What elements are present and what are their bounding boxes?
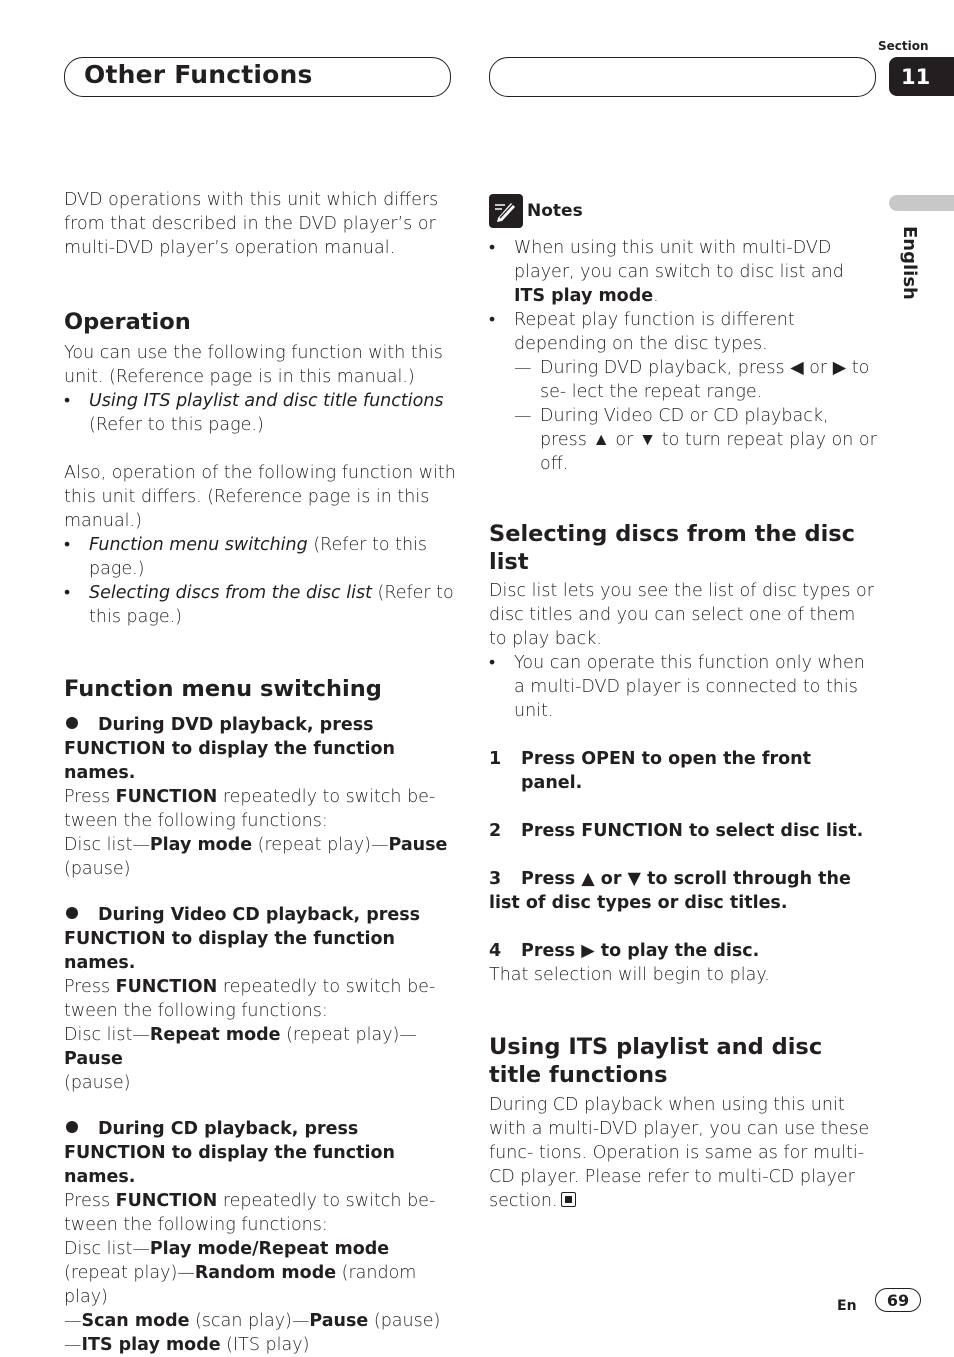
bullet-dot-icon <box>66 717 78 729</box>
intro-paragraph: DVD operations with this unit which differs from that described in the DVD player’s or multi-DVD player’s operation manual. <box>64 190 439 258</box>
note-subitem-2: — During Video CD or CD playback, press ▲ or ▼ to turn repeat play on or off. <box>514 406 877 474</box>
function-step-vcd-desc: Press FUNCTION repeatedly to switch be- tween the following functions: <box>64 977 436 1021</box>
section-label: Section <box>878 39 929 53</box>
page-number-badge <box>875 1288 921 1312</box>
function-step-vcd: During Video CD playback, press FUNCTION to display the function names. <box>64 905 421 973</box>
function-step-dvd-desc: Press FUNCTION repeatedly to switch be- tween the following functions: <box>64 787 436 831</box>
bullet-dot-icon <box>66 1121 78 1133</box>
disc-list-paragraph: Disc list lets you see the list of disc types or disc titles and you can select one of them to play back. <box>489 581 874 649</box>
disc-list-step-4-desc: That selection will begin to play. <box>489 965 770 985</box>
header-blank-frame <box>489 57 876 97</box>
its-paragraph: During CD playback when using this unit with a multi-DVD player, you can use these func- tions. Operation is same as for multi-CD player. Please refer to multi-CD player section. <box>489 1095 870 1211</box>
disc-list-step-3: 3 Press ▲ or ▼ to scroll through the list of disc types or disc titles. <box>489 869 851 913</box>
left-column <box>64 188 456 1357</box>
notes-pencil-icon <box>489 194 523 228</box>
notes-title: Notes <box>527 201 583 221</box>
operation-heading: Operation <box>64 309 191 335</box>
note-item-2: • Repeat play function is different depending on the disc types. <box>489 310 795 354</box>
operation-bullet-2-rest: (Refer to this page.) <box>89 535 428 579</box>
function-menu-heading: Function menu switching <box>64 676 382 702</box>
function-step-dvd-modes: Disc list—Play mode (repeat play)—Pause (pause) <box>64 835 448 879</box>
operation-bullet-1: • Using ITS playlist and disc title functions (Refer to this page.) <box>64 391 444 435</box>
language-tab-marker <box>889 195 954 211</box>
bullet-dot-icon <box>66 907 78 919</box>
end-of-section-icon <box>561 1192 576 1207</box>
function-step-dvd: During DVD playback, press FUNCTION to display the function names. <box>64 715 395 783</box>
page-title: Other Functions <box>84 60 313 89</box>
section-number-badge <box>889 57 954 96</box>
operation-bullet-3: • Selecting discs from the disc list (Refer to this page.) <box>64 583 454 627</box>
function-step-cd-desc: Press FUNCTION repeatedly to switch be- tween the following functions: <box>64 1191 436 1235</box>
language-label: English <box>899 226 920 300</box>
section-number: 11 <box>901 64 931 89</box>
operation-bullet-3-rest: (Refer to this page.) <box>89 583 454 627</box>
notes-header <box>489 194 877 228</box>
function-step-cd-modes: Disc list—Play mode/Repeat mode (repeat play)—Random mode (random play) —Scan mode (scan play)—Pause (pause) —ITS play mode (ITS play) <box>64 1239 441 1355</box>
operation-bullet-1-italic: Using ITS playlist and disc title functions <box>89 391 444 411</box>
disc-list-step-1: 1 Press OPEN to open the front panel. <box>489 749 811 793</box>
page-number: 69 <box>886 1290 910 1310</box>
operation-bullet-1-rest: (Refer to this page.) <box>89 415 264 435</box>
disc-list-bullet: • You can operate this function only when a multi-DVD player is connected to this unit. <box>489 653 865 721</box>
disc-list-step-4: 4 Press ▶ to play the disc. <box>489 941 760 961</box>
disc-list-step-2: 2 Press FUNCTION to select disc list. <box>489 821 864 841</box>
function-step-cd: During CD playback, press FUNCTION to display the function names. <box>64 1119 395 1187</box>
disc-list-heading: Selecting discs from the disc list <box>489 521 856 575</box>
right-column <box>489 194 877 1213</box>
note-subitem-1: — During DVD playback, press ◀ or ▶ to se- lect the repeat range. <box>514 358 870 402</box>
footer-language: En <box>837 1298 857 1314</box>
operation-bullet-2-italic: Function menu switching <box>89 535 308 555</box>
operation-paragraph-1: You can use the following function with this unit. (Reference page is in this manual.) <box>64 343 443 387</box>
note-item-1: • When using this unit with multi-DVD player, you can switch to disc list and ITS play mode. <box>489 238 844 306</box>
its-heading: Using ITS playlist and disc title functions <box>489 1034 823 1088</box>
function-step-vcd-modes: Disc list—Repeat mode (repeat play)—Pause (pause) <box>64 1025 417 1093</box>
operation-bullet-2: • Function menu switching (Refer to this page.) <box>64 535 428 579</box>
operation-paragraph-2: Also, operation of the following function with this unit differs. (Reference page is in this manual.) <box>64 463 456 531</box>
operation-bullet-3-italic: Selecting discs from the disc list <box>89 583 372 603</box>
